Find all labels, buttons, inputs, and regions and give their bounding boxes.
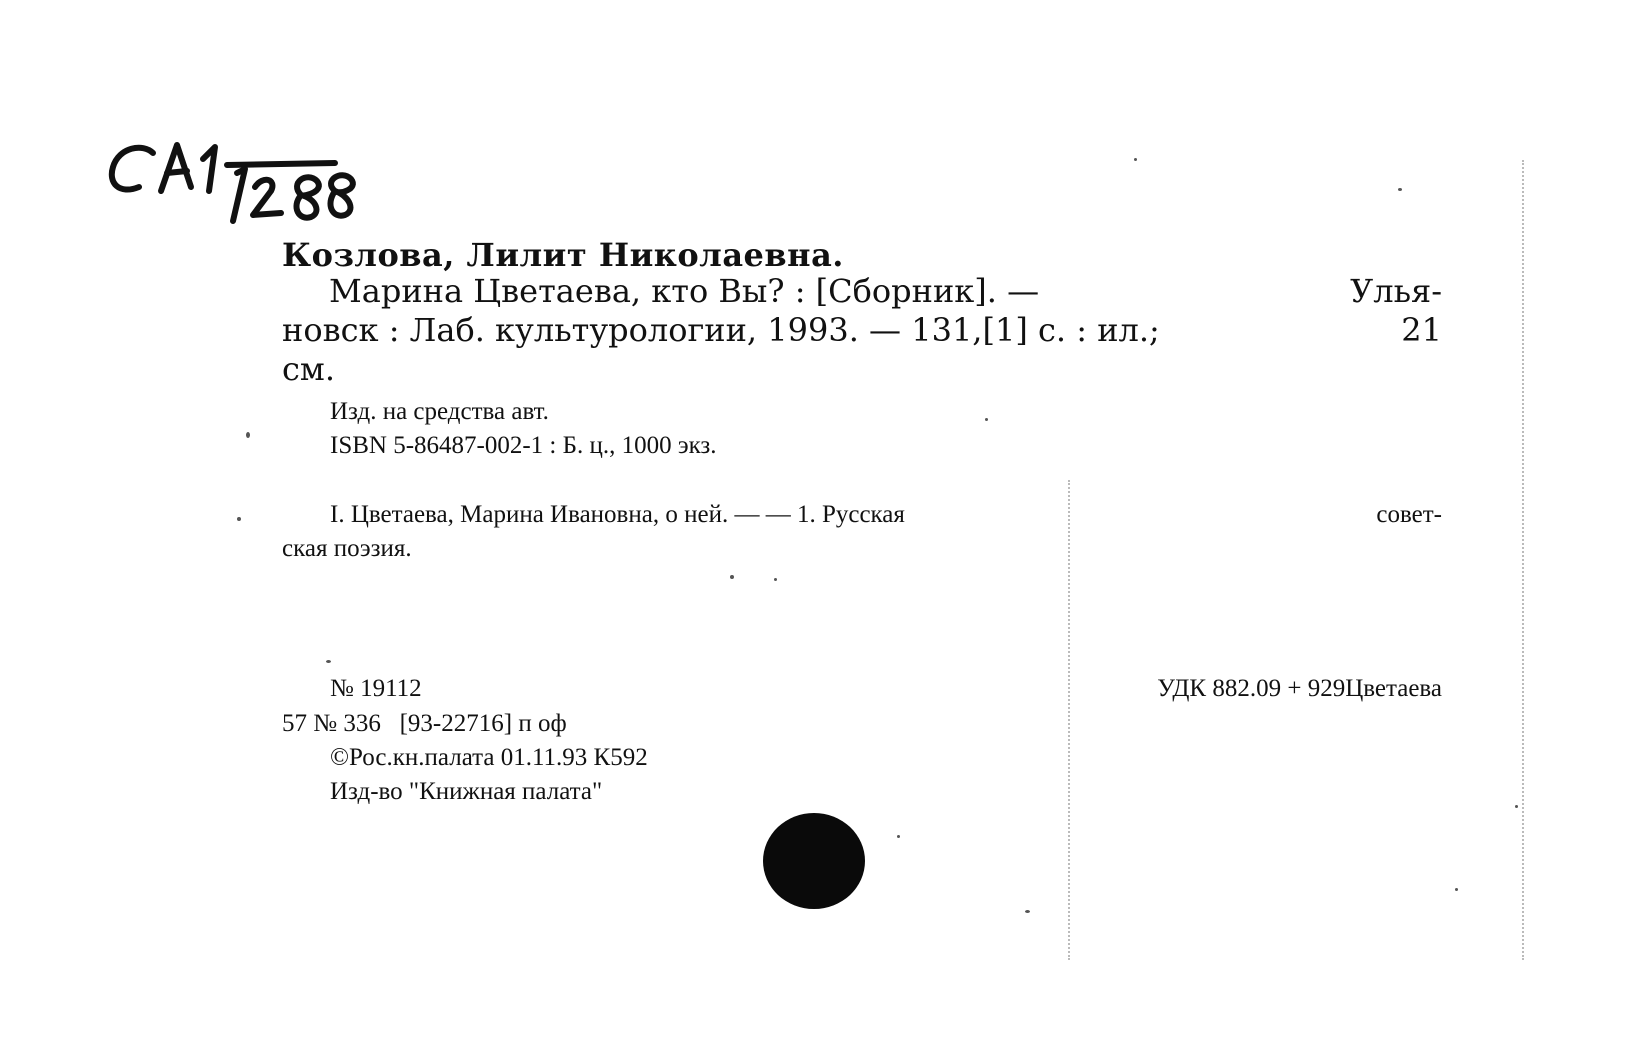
title-line-2-end: 21: [1401, 311, 1442, 349]
copyright-line: ©Рос.кн.палата 01.11.93 К592: [330, 744, 648, 771]
scan-dotted-line: [1068, 480, 1070, 960]
subject-line-1: [282, 498, 1442, 532]
publisher-line: Изд-во "Книжная палата": [330, 778, 603, 805]
subject-line-1-end: совет-: [1376, 501, 1442, 528]
scan-speck: [246, 432, 250, 438]
subject-line-1-text: I. Цветаева, Марина Ивановна, о ней. — — 1. Русская: [330, 501, 905, 528]
title-statement: [282, 272, 1442, 389]
title-line-2-text: новск : Лаб. культурологии, 1993. — 131,[1] с. : ил.;: [282, 311, 1160, 349]
scan-speck: [1455, 888, 1458, 891]
scan-speck: [1025, 910, 1030, 913]
title-line-1-text: Марина Цветаева, кто Вы? : [Сборник]. —: [329, 272, 1040, 310]
subject-line-2: ская поэзия.: [282, 535, 412, 562]
author-heading: Козлова, Лилит Николаевна.: [282, 236, 844, 274]
subject-tracings: [282, 498, 1442, 566]
udk-classification: УДК 882.09 + 929Цветаева: [1157, 675, 1442, 702]
scan-speck: [1515, 805, 1518, 808]
isbn-note: ISBN 5-86487-002-1 : Б. ц., 1000 экз.: [330, 432, 717, 459]
title-line-1-end: Улья-: [1350, 272, 1442, 310]
scan-speck: [1134, 158, 1137, 161]
scan-speck: [985, 418, 988, 421]
card-number: № 19112: [330, 675, 422, 702]
scan-dotted-line: [1522, 160, 1524, 960]
scan-speck: [730, 575, 734, 579]
handwritten-shelfmark: [105, 125, 365, 235]
funding-note: Изд. на средства авт.: [330, 398, 549, 425]
scan-speck: [1398, 188, 1402, 191]
scan-speck: [774, 578, 777, 581]
title-line-3: см.: [282, 350, 335, 388]
title-line-2: [282, 311, 1442, 350]
order-line: 57 № 336 [93-22716] п оф: [282, 710, 567, 737]
scan-speck: [237, 517, 241, 521]
scan-speck: [326, 660, 331, 663]
punch-hole: [763, 813, 865, 909]
title-line-1: [282, 272, 1442, 311]
scan-speck: [897, 835, 900, 838]
